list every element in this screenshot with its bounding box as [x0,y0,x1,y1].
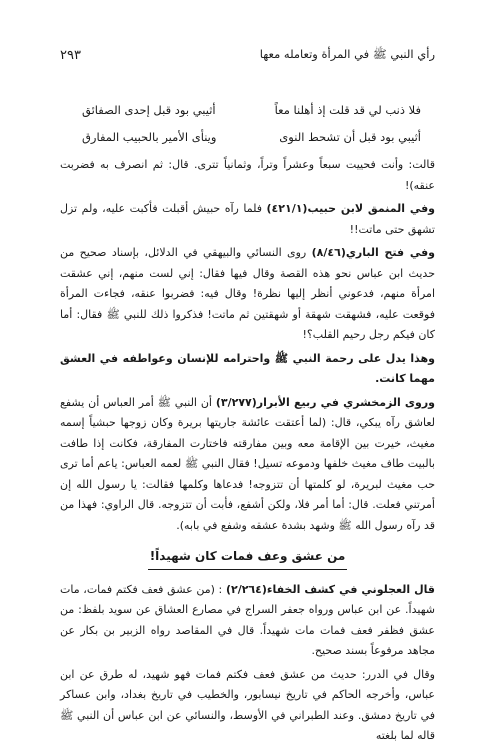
citation-lead: وفي المنمق لابن حبيب(٤٢١/١) [266,202,436,215]
citation-lead: وروى الزمخشري في ربيع الأبرار(٣/٢٧٧) [215,395,436,409]
paragraph-text: وقال في الدرر: حديث من عشق فعف فكتم فمات فهو شهيد، له طرق عن ابن عباس، وأخرجه الحاكم في تاريخ نيسابور، والخطيب في تاريخ بغداد، وابن عساكر في تاريخ دمشق. وعند الطبراني في الأوسط، والنسائي عن ابن عباس أن النبي ﷺ قاله لما بلغته [60,667,435,742]
verse-hemistich-right: فلا ذنب لي قد قلت إذ أهلنا معاً [274,103,421,117]
paragraph [60,665,435,747]
verse-hemistich-left: وينأى الأمير بالحبيب المفارق [82,129,217,144]
page-header [60,44,435,66]
verse-line [60,127,435,148]
citation-lead: وفي فتح الباري(٨/٤٦) [311,246,435,259]
paragraph [60,199,435,240]
paragraph [60,155,435,196]
paragraph [60,243,435,346]
section-heading [60,546,435,570]
paragraph-text: قالت: وأنت فحييت سبعاً وعشراً وتراً، وثمانياً تترى. قال: ثم انصرف به فضربت عنقه)! [60,158,435,192]
running-title: رأي النبي ﷺ في المرأة وتعامله معها [259,46,435,61]
verse-hemistich-left: أثيبي بود قبل إحدى الصفائق [82,103,216,117]
paragraph-text: : (من عشق فعف فكتم فمات، مات شهيداً. عن ابن عباس ورواه جعفر السراج في مصارع العشاق عن سويد بلفظ: من عشق فظفر فعف فمات مات شهيداً. قال في المقاصد رواه الزبير بن بكار عن مجاهد مرفوعاً بسند صحيح. [60,582,435,657]
page-number: ٢٩٣ [60,47,81,63]
paragraph [60,393,435,537]
paragraph-text: روى النسائي والبيهقي في الدلائل، بإسناد صحيح من حديث ابن عباس نحو هذه القصة وقال فيها فقال: إني لست منهم، إني عشقت امرأة منهم، فدعوني أنظر إليها نظرة! وقال فيه: فضربوا عنقه، فجاءت المرأة فوقعت عليه، فشهقت شهقة أو شهقتين ثم ماتت! فذكروا ذلك للنبي ﷺ فقال: أما كان فيكم رجل رحيم القلب؟! [60,246,435,341]
verse-hemistich-right: أثيبي بود قبل أن تشحط النوى [279,129,421,144]
citation-lead: قال العجلوني في كشف الخفاء(٢/٢٦٤) [225,582,435,596]
page-body [60,100,435,750]
emphasis-sentence: وهذا يدل على رحمة النبي ﷺ واحترامه للإنسان وعواطفه في العشق مهما كانت. [60,351,435,385]
paragraph-text: فلما رآه حبيش أقبلت فأكبت عليه، ولم تزل تشهق حتى ماتت!! [60,202,435,236]
paragraph [60,580,435,662]
section-heading-text: من عشق وعف فمات كان شهيداً! [148,546,348,570]
paragraph [60,349,435,390]
verse-line [60,100,435,121]
paragraph-text: أن النبي ﷺ أمر العباس أن يشفع لعاشق رآه يبكي، قال: (لما أعتقت عائشة جاريتها بريرة وكان زوجها حبشياً إسمه مغيث، خيرت بين الإقامة معه وبين مفارقته فاختارت المفارقة، فكانت إذا طافت بالبيت طاف مغيث خلفها ودموعه تسيل! فقال النبي ﷺ لعمه العباس: ياعم أما ترى حب مغيث لبريرة، لو كلمتها أن تتزوجه! فدعاها وكلمها فقالت: يا رسول الله إن أمرتني فعلت. قال: أما أمر فلا، ولكن أشفع، فأبت أن تتزوجه. قال الراوي: فهذا من قد رآه رسول الله ﷺ وشهد بشدة عشقه وشفع في بابه). [60,395,435,532]
